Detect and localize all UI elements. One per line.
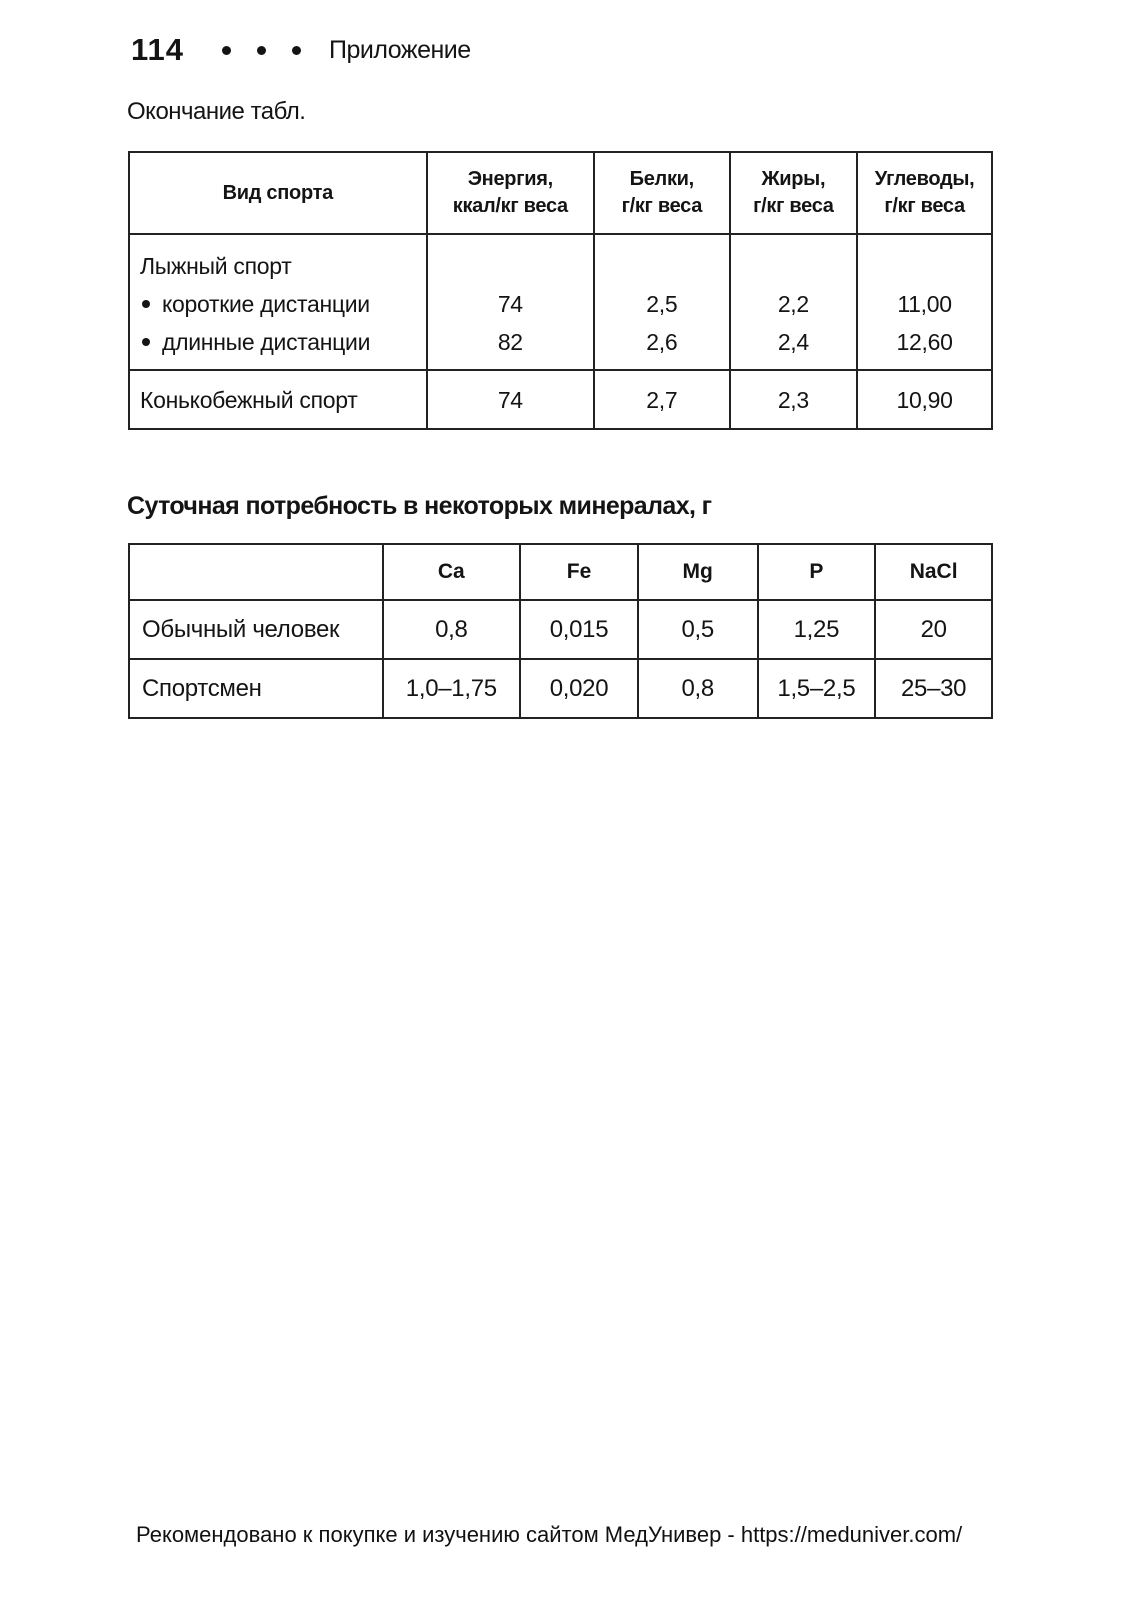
table-cell: 0,5 (638, 600, 758, 659)
table-cell: 0,8 (638, 659, 758, 718)
table-cell: 0,015 (520, 600, 638, 659)
column-header-empty (129, 544, 383, 600)
row-label: Спортсмен (129, 659, 383, 718)
column-header-ca: Ca (383, 544, 521, 600)
list-item: короткие дистанции (140, 285, 426, 323)
carbs-cell: 10,90 (857, 370, 992, 429)
table-row (129, 600, 992, 659)
table-cell: 1,5–2,5 (758, 659, 876, 718)
column-header-mg: Mg (638, 544, 758, 600)
page-header (131, 28, 471, 72)
column-header-sport: Вид спорта (129, 152, 427, 234)
separator-dots (222, 46, 301, 55)
sport-name: Лыжный спорт (140, 253, 292, 279)
table-cell: 0,8 (383, 600, 521, 659)
table-continuation-label: Окончание табл. (127, 98, 306, 125)
carbs-cell: 11,00 12,60 (857, 234, 992, 370)
nutrition-table (128, 151, 993, 430)
column-header-fe: Fe (520, 544, 638, 600)
bullet-icon (142, 338, 150, 346)
footer-note: Рекомендовано к покупке и изучению сайтом МедУнивер - https://meduniver.com/ (136, 1522, 963, 1547)
table-cell: 1,0–1,75 (383, 659, 521, 718)
protein-cell: 2,7 (594, 370, 730, 429)
fat-cell: 2,2 2,4 (730, 234, 858, 370)
table-cell: 25–30 (875, 659, 992, 718)
minerals-table-title: Суточная потребность в некоторых минералах, г (127, 492, 712, 520)
column-header-fat: Жиры, г/кг веса (730, 152, 858, 234)
section-title: Приложение (329, 35, 471, 64)
table-cell: 1,25 (758, 600, 876, 659)
table-header-row (129, 544, 992, 600)
column-header-energy: Энергия, ккал/кг веса (427, 152, 594, 234)
column-header-nacl: NaCl (875, 544, 992, 600)
dot-icon (292, 46, 301, 55)
list-item: длинные дистанции (140, 323, 426, 361)
table-cell: 0,020 (520, 659, 638, 718)
table-row (129, 234, 992, 370)
bullet-icon (142, 300, 150, 308)
sport-cell-skating: Конькобежный спорт (129, 370, 427, 429)
page-number: 114 (131, 32, 185, 67)
table-row (129, 370, 992, 429)
dot-icon (222, 46, 231, 55)
column-header-p: P (758, 544, 876, 600)
fat-cell: 2,3 (730, 370, 858, 429)
table-header-row (129, 152, 992, 234)
column-header-carbs: Углеводы, г/кг веса (857, 152, 992, 234)
energy-cell: 74 82 (427, 234, 594, 370)
table-cell: 20 (875, 600, 992, 659)
minerals-table (128, 543, 993, 719)
dot-icon (257, 46, 266, 55)
energy-cell: 74 (427, 370, 594, 429)
table-row (129, 659, 992, 718)
column-header-protein: Белки, г/кг веса (594, 152, 730, 234)
protein-cell: 2,5 2,6 (594, 234, 730, 370)
sport-cell-ski (129, 234, 427, 370)
row-label: Обычный человек (129, 600, 383, 659)
